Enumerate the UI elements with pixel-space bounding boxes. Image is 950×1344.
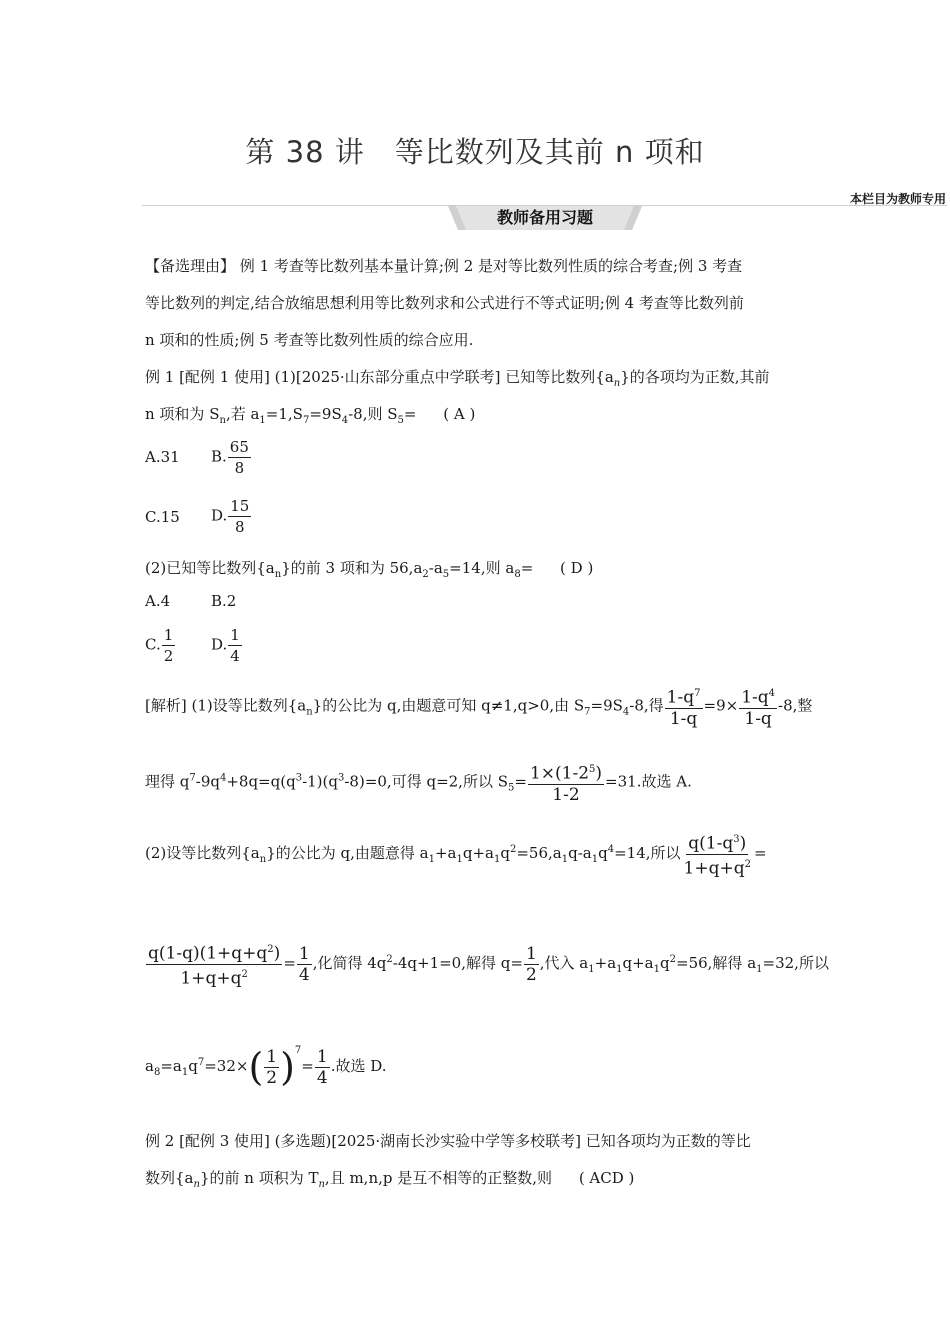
solution-line-2: 理得 $q^7-9q^4+8q=q(q^3-1)(q^3-8)=0$,可得 q=2,所以 $S_5=$ $\frac{1\times(1-2^5)}{1-2}$ =31.故选 A. [145,760,692,805]
answer-ex2: ( ACD ) [578,1169,635,1187]
solution-line-5: $a_8=a_1q^7=32\times$( $\frac{1}{2}$ )$^7$= $\frac{1}{4}$ .故选 D. [145,1045,387,1089]
option-1d: D. $\frac{15}{8}$ [211,497,250,536]
reason-line-2: 等比数列的判定,结合放缩思想利用等比数列求和公式进行不等式证明;例 4 考查等比数列前 [145,294,744,312]
teacher-only-note: 本栏目为教师专用 [849,192,946,206]
example-1-question-1: n 项和为 $S_n$,若 $a_1=1,S_7=9S_4-8$,则 $S_5=$ ( A ) [145,405,476,426]
option-2b: B.2 [211,592,237,610]
example-1-question-2: (2)已知等比数列$\{a_n\}$的前 3 项和为 $56,a_2-a_5=14$,则 $a_8=$ ( D ) [145,559,594,580]
solution-line-4: $\frac{q(1-q)(1+q+q^2)}{1+q+q^2}$ = $\frac{1}{4}$ ,化简得 $4q^2-4q+1=0$,解得 q= $\frac{1}{2}$ ,代入 $a_1+a_1q+a_1q^2=56$,解得 $a_1=32$,所以 [145,940,829,988]
banner-title: 教师备用习题 [496,208,593,227]
option-2a: A.4 [145,592,171,610]
example-2-line-2: 数列$\{a_n\}$的前 n 项积为 $T_n$,且 m,n,p 是互不相等的正整数,则 ( ACD ) [145,1169,635,1190]
solution-line-1: [解析] (1)设等比数列$\{a_n\}$的公比为 q,由题意可知 q≠1,q>0,由 $S_7=9S_4-8$,得 $\frac{1-q^7}{1-q}$ =9× $\frac{1-q^4}{1-q}$ -8,整 [145,684,812,729]
example-2-line-1: 例 2 [配例 3 使用] (多选题)[2025·湖南长沙实验中学等多校联考] 已知各项均为正数的等比 [145,1132,751,1150]
option-1a: A.31 [145,448,180,466]
section-banner [448,206,642,230]
answer-1: ( A ) [443,405,476,423]
solution-line-3: (2)设等比数列$\{a_n\}$的公比为 q,由题意得 $a_1+a_1q+a_1q^2=56,a_1q-a_1q^4=14$,所以 $\frac{q(1-q^3)}{1+q+q^2}$ = [145,830,767,878]
page-title: 第 38 讲 等比数列及其前 n 项和 [245,135,705,169]
example-1-heading: 例 1 [配例 1 使用] (1)[2025·山东部分重点中学联考] 已知等比数列$\{a_n\}$的各项均为正数,其前 [145,368,770,389]
option-2d: D. $\frac{1}{4}$ [211,626,240,665]
reason-label: 【备选理由】 [145,257,236,275]
answer-2: ( D ) [560,559,594,577]
option-1c: C.15 [145,508,180,526]
option-2c: C. $\frac{1}{2}$ [145,626,174,665]
option-1b: B. $\frac{65}{8}$ [211,438,249,477]
reason-line-1: 【备选理由】 例 1 考查等比数列基本量计算;例 2 是对等比数列性质的综合考查;例 3 考查 [145,257,743,275]
reason-line-3: n 项和的性质;例 5 考查等比数列性质的综合应用. [145,331,474,349]
